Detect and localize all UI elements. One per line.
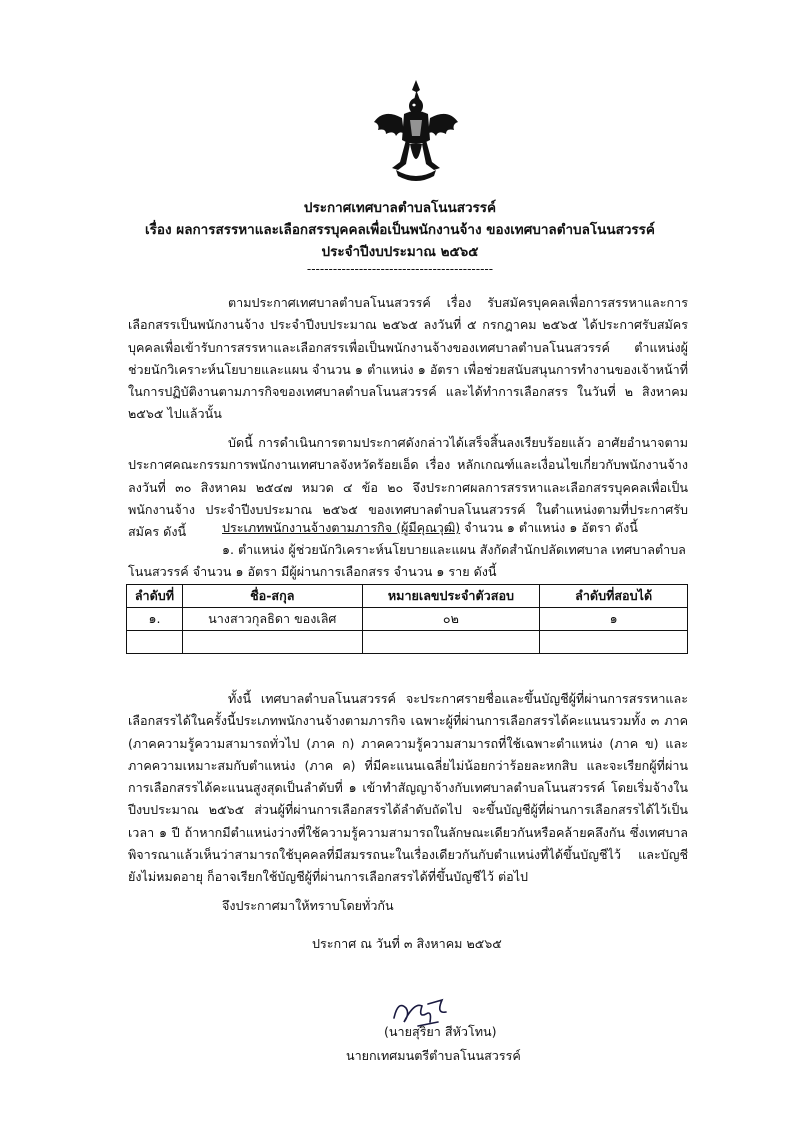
column-header-exam-id: หมายเลขประจำตัวสอบ <box>362 585 540 608</box>
announcement-title: ประกาศเทศบาลตำบลโนนสวรรค์ <box>303 200 497 216</box>
position-line-1: ๑. ตำแหน่ง ผู้ช่วยนักวิเคราะห์นโยบายและแผน สังกัดสำนักปลัดเทศบาล เทศบาลตำบล <box>222 542 686 557</box>
category-line <box>222 518 638 538</box>
signer-name: (นายสุริยา สีหัวโทน) <box>384 1024 497 1039</box>
category-heading: ประเภทพนักงานจ้างตามภารกิจ (ผู้มีคุณวุฒิ) <box>222 520 461 535</box>
table-cell <box>362 631 540 654</box>
garuda-emblem-icon <box>370 78 462 188</box>
paragraph-result-intro: บัดนี้ การดำเนินการตามประกาศดังกล่าวได้เสร็จสิ้นลงเรียบร้อยแล้ว อาศัยอำนาจตามประกาศคณะกรรมการพนักงานเทศบาลจังหวัดร้อยเอ็ด เรื่อง หลักเกณฑ์และเงื่อนไขเกี่ยวกับพนักงานจ้าง ลงวันที่ ๓๐ สิงหาคม ๒๕๔๗ หมวด ๔ ข้อ ๒๐ จึงประกาศผลการสรรหาและเลือกสรรบุคคลเพื่อเป็นพนักงานจ้าง ประจำปีงบประมาณ ๒๕๖๕ ของเทศบาลตำบลโนนสวรรค์ ในตำแหน่งตามที่ประกาศรับสมัคร ดังนี้ <box>128 435 688 540</box>
title-divider: ------------------------------------------- <box>306 262 494 276</box>
announcement-fiscal-year: ประจำปีงบประมาณ ๒๕๖๕ <box>321 244 479 260</box>
closing-line: จึงประกาศมาให้ทราบโดยทั่วกัน <box>222 898 394 913</box>
table-cell: นางสาวกุลธิดา ของเลิศ <box>182 608 362 631</box>
signer-title: นายกเทศมนตรีตำบลโนนสวรรค์ <box>346 1048 521 1063</box>
date-line: ประกาศ ณ วันที่ ๓ สิงหาคม ๒๕๖๕ <box>312 936 502 951</box>
table-header-row <box>127 585 688 608</box>
table-cell: ๑. <box>127 608 183 631</box>
table-row <box>127 631 688 654</box>
category-count: จำนวน ๑ ตำแหน่ง ๑ อัตรา ดังนี้ <box>460 520 638 535</box>
position-line-2: โนนสวรรค์ จำนวน ๑ อัตรา มีผู้ผ่านการเลือกสรร จำนวน ๑ ราย ดังนี้ <box>128 564 497 579</box>
results-table <box>126 584 688 654</box>
table-cell <box>182 631 362 654</box>
paragraph-background: ตามประกาศเทศบาลตำบลโนนสวรรค์ เรื่อง รับสมัครบุคคลเพื่อการสรรหาและการเลือกสรรเป็นพนักงานจ้าง ประจำปีงบประมาณ ๒๕๖๕ ลงวันที่ ๕ กรกฎาคม ๒๕๖๕ ได้ประกาศรับสมัครบุคคลเพื่อเข้ารับการสรรหาและเลือกสรรเพื่อเป็นพนักงานจ้างของเทศบาลตำบลโนนสวรรค์ ตำแหน่งผู้ช่วยนักวิเคราะห์นโยบายและแผน จำนวน ๑ ตำแหน่ง ๑ อัตรา เพื่อช่วยสนับสนุนการทำงานของเจ้าหน้าที่ในการปฏิบัติงานตามภารกิจของเทศบาลตำบลโนนสวรรค์ และได้ทำการเลือกสรร ในวันที่ ๒ สิงหาคม ๒๕๖๕ ไปแล้วนั้น <box>128 295 688 422</box>
paragraph-list-terms: ทั้งนี้ เทศบาลตำบลโนนสวรรค์ จะประกาศรายชื่อและขึ้นบัญชีผู้ที่ผ่านการสรรหาและเลือกสรรได้ในครั้งนี้ประเภทพนักงานจ้างตามภารกิจ เฉพาะผู้ที่ผ่านการเลือกสรรได้คะแนนรวมทั้ง ๓ ภาค (ภาคความรู้ความสามารถทั่วไป (ภาค ก) ภาคความรู้ความสามารถที่ใช้เฉพาะตำแหน่ง (ภาค ข) และภาคความเหมาะสมกับตำแหน่ง (ภาค ค) ที่มีคะแนนเฉลี่ยไม่น้อยกว่าร้อยละหกสิบ และจะเรียกผู้ที่ผ่านการเลือกสรรได้คะแนนสูงสุดเป็นลำดับที่ ๑ เข้าทำสัญญาจ้างกับเทศบาลตำบลโนนสวรรค์ โดยเริ่มจ้างในปีงบประมาณ ๒๕๖๕ ส่วนผู้ที่ผ่านการเลือกสรรได้ลำดับถัดไป จะขึ้นบัญชีผู้ที่ผ่านการเลือกสรรได้ไว้เป็นเวลา ๑ ปี ถ้าหากมีตำแหน่งว่างที่ใช้ความรู้ความสามารถในลักษณะเดียวกันหรือคล้ายคลึงกัน ซึ่งเทศบาลพิจารณาแล้วเห็นว่าสามารถใช้บุคคลที่มีสมรรถนะในเรื่องเดียวกันกับตำแหน่งที่ได้ขึ้นบัญชีไว้ และบัญชียังไม่หมดอายุ ก็อาจเรียกใช้บัญชีผู้ที่ผ่านการเลือกสรรได้ที่ขึ้นบัญชีไว้ ต่อไป <box>128 691 688 885</box>
table-cell <box>540 631 688 654</box>
column-header-order: ลำดับที่ <box>127 585 183 608</box>
table-cell: ๐๒ <box>362 608 540 631</box>
column-header-rank: ลำดับที่สอบได้ <box>540 585 688 608</box>
table-cell <box>127 631 183 654</box>
table-row <box>127 608 688 631</box>
table-cell: ๑ <box>540 608 688 631</box>
announcement-subject: เรื่อง ผลการสรรหาและเลือกสรรบุคคลเพื่อเป็นพนักงานจ้าง ของเทศบาลตำบลโนนสวรรค์ <box>145 222 655 238</box>
column-header-name: ชื่อ-สกุล <box>182 585 362 608</box>
